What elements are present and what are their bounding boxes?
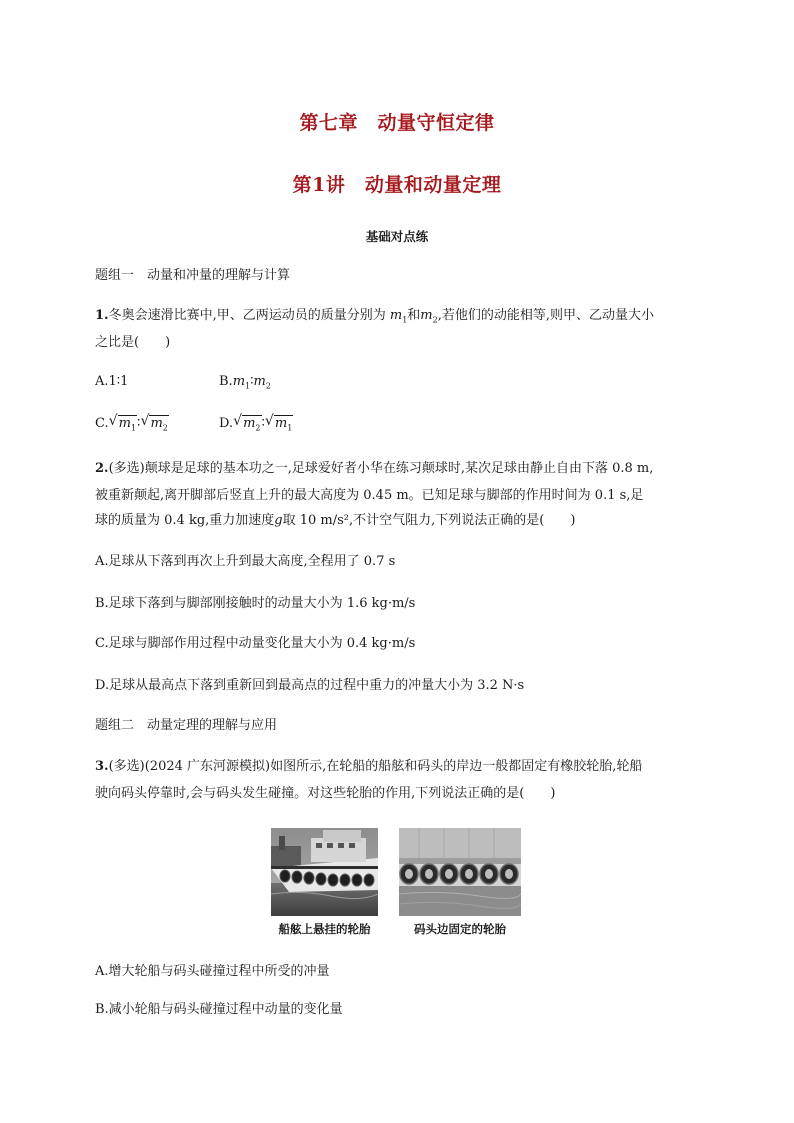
chapter-title: 第七章 动量守恒定律 — [299, 112, 495, 134]
q1-option-c: C. √ $m_1∶$ √ $m_2$ — [95, 413, 168, 433]
question-number: 1. — [95, 308, 109, 323]
section-title: 基础对点练 — [365, 229, 429, 244]
q1-option-d: D. √ $m_2∶$ √ $m_1$ — [219, 413, 293, 433]
question-2-line-2: 被重新颠起,离开脚部后竖直上升的最大高度为 0.45 m。已知足球与脚部的作用时间为 0.1 s,足 — [95, 488, 644, 503]
photo-caption-left: 船舷上悬挂的轮胎 — [278, 922, 371, 936]
q1-option-a: A.1∶1 — [95, 374, 129, 389]
question-number: 3. — [95, 759, 109, 774]
group-heading-1: 题组一 动量和冲量的理解与计算 — [95, 268, 291, 283]
q3-option-b: B.减小轮船与码头碰撞过程中动量的变化量 — [95, 1002, 343, 1017]
question-3-line-1: 3.(多选)(2024 广东河源模拟)如图所示,在轮船的船舷和码头的岸边一般都固定有橡胶轮胎,轮船 — [95, 759, 643, 774]
question-1-line-1: 1.冬奥会速滑比赛中,甲、乙两运动员的质量分别为 $m_1$和$m_2$,若他们的动能相等,则甲、乙动量大小 — [95, 308, 654, 325]
lecture-title: 第1讲 动量和动量定理 — [292, 174, 502, 196]
ship-tires-photo — [271, 828, 378, 916]
q3-option-a: A.增大轮船与码头碰撞过程中所受的冲量 — [95, 964, 330, 979]
question-3-line-2: 驶向码头停靠时,会与码头发生碰撞。对这些轮胎的作用,下列说法正确的是( ) — [95, 786, 556, 801]
q1-option-b: $B.m_1∶m_2$ — [219, 374, 271, 391]
q2-option-c: C.足球与脚部作用过程中动量变化量大小为 0.4 kg·m/s — [95, 636, 416, 651]
dock-tires-photo — [399, 828, 521, 916]
group-heading-2: 题组二 动量定理的理解与应用 — [95, 718, 278, 733]
q2-option-a: A.足球从下落到再次上升到最大高度,全程用了 0.7 s — [95, 554, 396, 569]
q2-option-b: B.足球下落到与脚部刚接触时的动量大小为 1.6 kg·m/s — [95, 596, 416, 611]
photo-caption-right: 码头边固定的轮胎 — [414, 922, 506, 936]
question-2-line-1: 2.(多选)颠球是足球的基本功之一,足球爱好者小华在练习颠球时,某次足球由静止自由下落 0.8 m, — [95, 461, 654, 476]
q2-option-d: D.足球从最高点下落到重新回到最高点的过程中重力的冲量大小为 3.2 N·s — [95, 678, 525, 693]
question-2-line-3: 球的质量为 0.4 kg,重力加速度g取 10 m/s²,不计空气阻力,下列说法正确的是( ) — [95, 513, 576, 528]
question-number: 2. — [95, 461, 109, 476]
question-1-line-2: 之比是( ) — [95, 335, 171, 350]
